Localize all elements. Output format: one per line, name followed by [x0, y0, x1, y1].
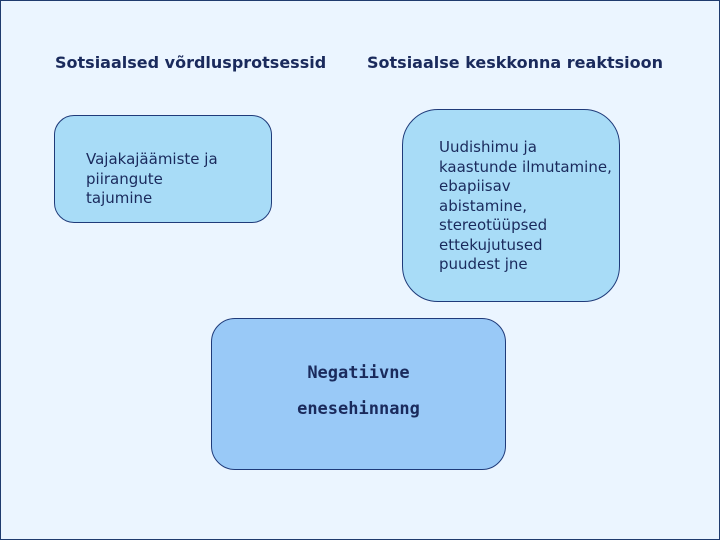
environment-reaction-text: Uudishimu ja kaastunde ilmutamine, ebapiisav abistamine, stereotüüpsed ettekujutused puudest jne — [439, 138, 612, 273]
perception-of-limitations-box — [54, 115, 272, 223]
heading-social-comparison-processes: Sotsiaalsed võrdlusprotsessid — [55, 53, 327, 72]
perception-of-limitations-text: Vajakajäämiste ja piirangute tajumine — [86, 150, 218, 207]
negative-self-esteem-text: Negatiivne enesehinnang — [297, 363, 420, 419]
environment-reaction-box — [402, 109, 620, 302]
heading-social-environment-reaction: Sotsiaalse keskkonna reaktsioon — [367, 53, 663, 72]
negative-self-esteem-box — [211, 318, 506, 470]
